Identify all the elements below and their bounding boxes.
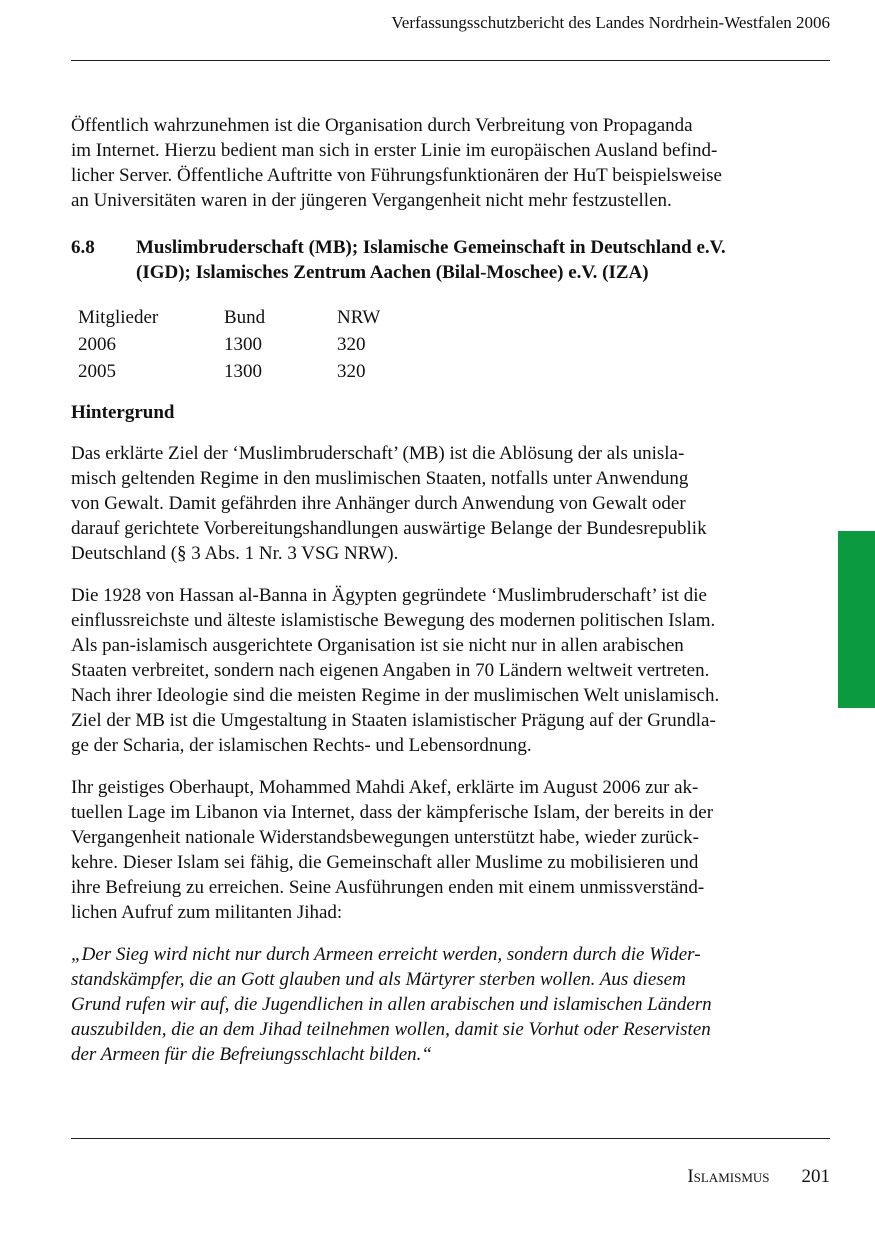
body-paragraph: Ihr geistiges Oberhaupt, Mohammed Mahdi Akef, erklärte im August 2006 zur ak- tuellen Lage im Libanon via Internet, dass der kämpferische Islam, der bereits in der Vergangenheit nationale Widerstandsbewegungen unterstützt habe, wieder zurück- kehre. Dieser Islam sei fähig, die Gemeinschaft aller Muslime zu mobilisieren und ihre Befreiung zu erreichen. Seine Ausführungen enden mit einem unmissverständ- lichen Aufruf zum militanten Jihad: xyxy=(71,777,714,923)
body-paragraph: Das erklärte Ziel der ‘Muslimbruderschaft’ (MB) ist die Ablösung der als unisla- misch geltenden Regime in den muslimischen Staaten, notfalls unter Anwendung von Gewalt. Damit gefährden ihre Anhänger durch Anwendung von Gewalt oder darauf gerichtete Vorbereitungshandlungen auswärtige Belange der Bundesrepublik Deutschland (§ 3 Abs. 1 Nr. 3 VSG NRW). xyxy=(71,443,707,564)
running-header: Verfassungsschutzbericht des Landes Nordrhein-Westfalen 2006 xyxy=(391,13,830,32)
table-cell: 1300 xyxy=(224,361,262,382)
chapter-tab-marker xyxy=(838,531,875,708)
subheading: Hintergrund xyxy=(71,402,175,423)
page-number: 201 xyxy=(801,1166,830,1187)
footer-rule xyxy=(71,1138,830,1139)
table-row xyxy=(78,359,417,386)
page-body xyxy=(71,113,791,1067)
quote-paragraph: „Der Sieg wird nicht nur durch Armeen erreicht werden, sondern durch die Wider- standskämpfer, die an Gott glauben und als Märtyrer sterben wollen. Aus diesem Grund rufen wir auf, die Jugendlichen in allen arabischen und islamischen Ländern auszubilden, die an dem Jihad teilnehmen wollen, damit sie Vorhut oder Reservisten der Armeen für die Befreiungsschlacht bilden.“ xyxy=(71,944,712,1065)
page-footer xyxy=(687,1166,830,1188)
section-heading xyxy=(71,235,791,285)
section-title: Muslimbruderschaft (MB); Islamische Gemeinschaft in Deutschland e.V. (IGD); Islamisches Zentrum Aachen (Bilal-Moschee) e.V. (IZA) xyxy=(136,237,726,283)
table-cell: 2006 xyxy=(78,334,116,355)
table-cell: 1300 xyxy=(224,334,262,355)
table-row xyxy=(78,332,417,359)
members-table xyxy=(78,305,417,386)
body-paragraph: Die 1928 von Hassan al-Banna in Ägypten gegründete ‘Muslimbruderschaft’ ist die einflussreichste und älteste islamistische Bewegung des modernen politischen Islam. Als pan-islamisch ausgerichtete Organisation ist sie nicht nur in allen arabischen Staaten verbreitet, sondern nach eigenen Angaben in 70 Ländern weltweit vertreten. Nach ihrer Ideologie sind die meisten Regime in der muslimischen Welt unislamisch. Ziel der MB ist die Umgestaltung in Staaten islamistischer Prägung auf der Grundla- ge der Scharia, der islamischen Rechts- und Lebensordnung. xyxy=(71,585,720,756)
table-cell: 2005 xyxy=(78,361,116,382)
header-rule xyxy=(71,60,830,61)
table-header-cell: Bund xyxy=(224,307,266,328)
intro-paragraph: Öffentlich wahrzunehmen ist die Organisation durch Verbreitung von Propaganda im Internet. Hierzu bedient man sich in erster Linie im europäischen Ausland befind- licher Server. Öffentliche Auftritte von Führungsfunktionären der HuT beispielsweise an Universitäten waren in der jüngeren Vergangenheit nicht mehr festzustellen. xyxy=(71,115,722,211)
table-header-row xyxy=(78,305,417,332)
table-cell: 320 xyxy=(337,361,366,382)
table-cell: 320 xyxy=(337,334,366,355)
section-number: 6.8 xyxy=(71,237,95,258)
footer-section-name: Islamismus xyxy=(687,1166,770,1187)
table-header-cell: NRW xyxy=(337,307,381,328)
table-header-cell: Mitglieder xyxy=(78,307,159,328)
